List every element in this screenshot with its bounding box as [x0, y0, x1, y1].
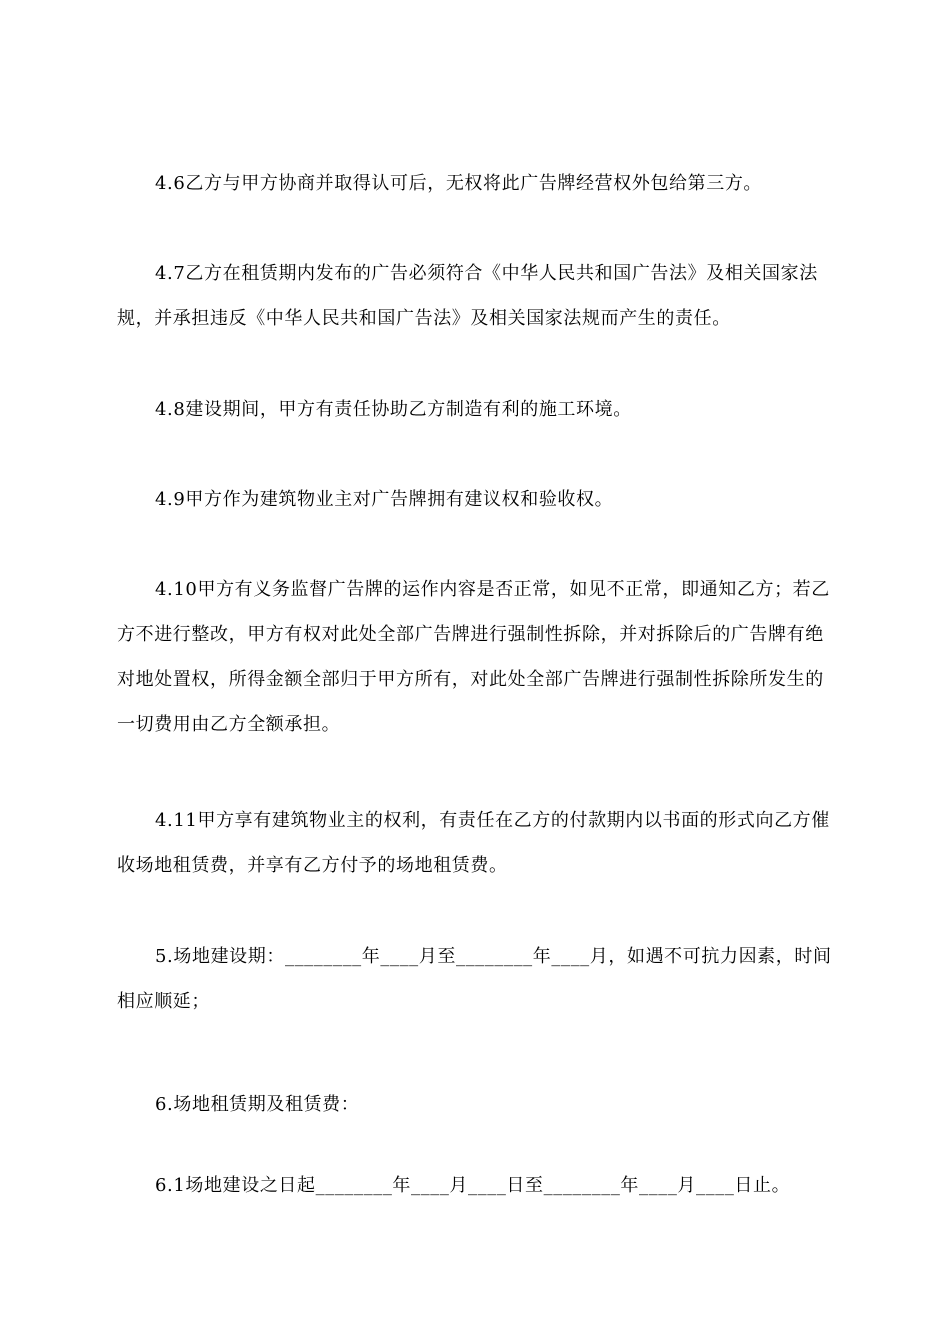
- clause-4-11: 4.11甲方享有建筑物业主的权利，有责任在乙方的付款期内以书面的形式向乙方催收场地租赁费，并享有乙方付予的场地租赁费。: [117, 810, 830, 876]
- clause-6-lease-term-heading: 6.场地租赁期及租赁费：: [155, 1094, 360, 1115]
- clause-6-1-lease-dates: 6.1场地建设之日起________年____月____日至________年____月____日止。: [155, 1175, 791, 1196]
- clause-5-construction-period: 5.场地建设期：________年____月至________年____月，如遇不可抗力因素，时间相应顺延；: [117, 946, 832, 1012]
- clause-4-6: 4.6乙方与甲方协商并取得认可后，无权将此广告牌经营权外包给第三方。: [155, 173, 763, 194]
- clause-4-8: 4.8建设期间，甲方有责任协助乙方制造有利的施工环境。: [155, 399, 632, 420]
- clause-4-10: 4.10甲方有义务监督广告牌的运作内容是否正常，如见不正常，即通知乙方；若乙方不进行整改，甲方有权对此处全部广告牌进行强制性拆除，并对拆除后的广告牌有绝对地处置权，所得金额全部归于甲方所有，对此处全部广告牌进行强制性拆除所发生的一切费用由乙方全额承担。: [117, 579, 830, 735]
- clause-4-9: 4.9甲方作为建筑物业主对广告牌拥有建议权和验收权。: [155, 489, 614, 510]
- clause-4-7: 4.7乙方在租赁期内发布的广告必须符合《中华人民共和国广告法》及相关国家法规，并承担违反《中华人民共和国广告法》及相关国家法规而产生的责任。: [117, 263, 818, 329]
